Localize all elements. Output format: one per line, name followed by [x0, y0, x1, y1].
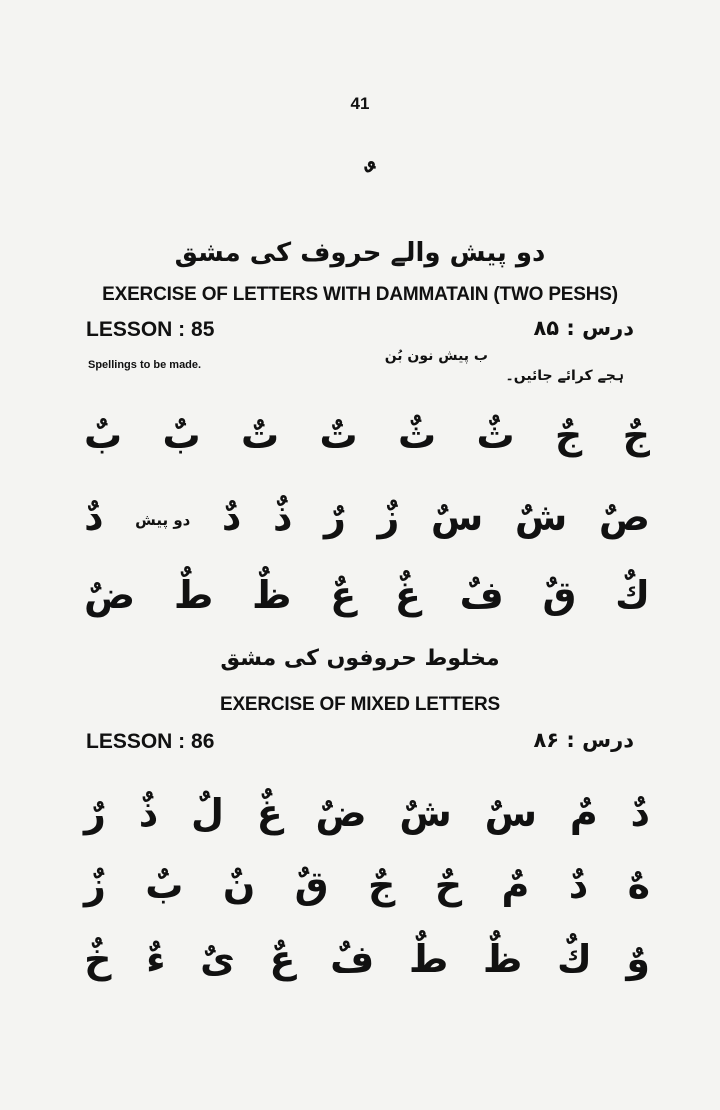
letter: مٌ — [501, 863, 530, 907]
letter: قٌ — [542, 573, 577, 617]
letter: حٌ — [434, 863, 463, 907]
letter: رٌ — [324, 495, 346, 539]
letter-row-1 — [84, 413, 650, 457]
letter: سٌ — [484, 791, 538, 835]
letter: جٌ — [367, 863, 396, 907]
letter: ذٌ — [138, 791, 159, 835]
letter: تٌ — [240, 413, 280, 457]
letter: غٌ — [256, 791, 283, 835]
letter: زٌ — [84, 863, 106, 907]
letter: بٌ — [145, 863, 184, 907]
lesson-85-label: LESSON : 85 — [86, 318, 215, 341]
letter: دٌ — [630, 791, 650, 835]
mixed-row-1 — [84, 791, 650, 835]
spelling-note-english: Spellings to be made. — [88, 359, 202, 371]
letter: قٌ — [294, 863, 329, 907]
letter: جٌ — [554, 413, 583, 457]
letter: خٌ — [84, 937, 112, 981]
letter: ضٌ — [84, 573, 136, 617]
letter-caption: دو پیش — [135, 511, 191, 529]
letter: ظٌ — [252, 573, 292, 617]
letter: عٌ — [269, 937, 296, 981]
letter: دٌ — [568, 863, 589, 907]
letter: دٌ — [84, 495, 104, 539]
letter: طٌ — [408, 937, 449, 981]
spelling-note-urdu: ہجے کرائے جائیں۔ — [505, 368, 624, 384]
letter-row-3 — [84, 573, 650, 617]
letter: كٌ — [615, 573, 650, 617]
letter: ثٌ — [397, 413, 437, 457]
section1-english-title: EXERCISE OF LETTERS WITH DAMMATAIN (TWO PESHS) — [102, 284, 618, 305]
lesson-86-label: LESSON : 86 — [86, 730, 215, 753]
letter: لٌ — [190, 791, 224, 835]
letter: ذٌ — [272, 495, 293, 539]
mixed-row-3 — [84, 937, 650, 981]
section2-urdu-title: مخلوط حروفوں کی مشق — [220, 646, 500, 671]
letter: رٌ — [84, 791, 106, 835]
spelling-example-urdu: ب پیش نون بُن — [384, 348, 488, 364]
letter: شٌ — [399, 791, 452, 835]
dammatain-symbol — [0, 160, 720, 206]
letter: عٌ — [330, 573, 357, 617]
lesson-85-urdu-label: درس : ۸۵ — [533, 316, 634, 340]
letter: بٌ — [84, 413, 123, 457]
letter: بٌ — [162, 413, 201, 457]
letter: طٌ — [173, 573, 214, 617]
lesson-86-urdu-label: درس : ۸۶ — [533, 728, 634, 752]
section2-english-title: EXERCISE OF MIXED LETTERS — [219, 694, 501, 715]
letter: فٌ — [459, 573, 504, 617]
letter: شٌ — [514, 495, 568, 539]
letter-row-2 — [84, 495, 650, 539]
letter: مٌ — [569, 791, 598, 835]
letter: صٌ — [598, 495, 650, 539]
letter: كٌ — [556, 937, 592, 981]
letter: دٌ — [221, 495, 242, 539]
letter: غٌ — [394, 573, 421, 617]
letter: ثٌ — [476, 413, 515, 457]
letter: ءٌ — [146, 937, 166, 981]
letter: زٌ — [377, 495, 400, 539]
letter: سٌ — [430, 495, 484, 539]
section1-urdu-title: دو پیش والے حروف کی مشق — [174, 238, 546, 268]
letter: ضٌ — [315, 791, 367, 835]
page-number: 41 — [350, 94, 370, 113]
letter: جٌ — [622, 413, 650, 457]
mixed-row-2 — [84, 863, 650, 907]
letter: فٌ — [330, 937, 375, 981]
letter: وٌ — [626, 937, 650, 981]
letter: ظٌ — [482, 937, 523, 981]
letter: هٌ — [627, 863, 650, 907]
letter: ىٌ — [200, 937, 235, 981]
letter: نٌ — [222, 863, 256, 907]
letter: تٌ — [319, 413, 358, 457]
